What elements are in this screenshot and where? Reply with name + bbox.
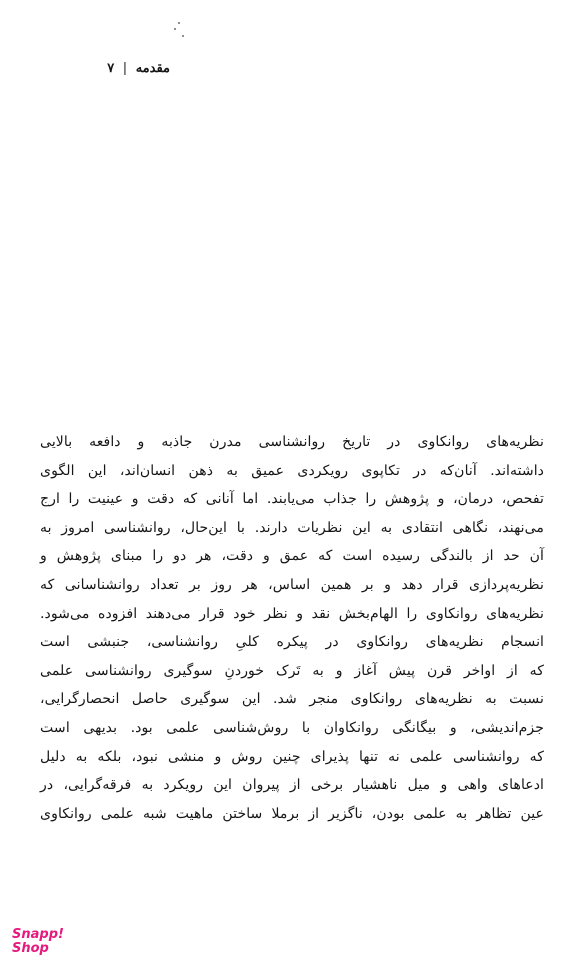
- text-line: می‌نهند، نگاهی انتقادی به این نظریات دارند. با این‌حال، روانشناسی امروز به: [40, 519, 544, 536]
- text-line: تفحص، درمان، و پژوهش را جذاب می‌یابند. اما آنانی که دقت و عینیت را ارج: [40, 491, 544, 508]
- logo-line-2: Shop: [12, 941, 49, 956]
- text-line: نسبت به نظریه‌های روانکاوی منجر شد. این سوگیری حاصل انحصارگرایی،: [40, 691, 544, 708]
- chapter-title: مقدمه: [135, 61, 170, 76]
- scan-speck: [178, 22, 180, 24]
- logo-line-1: Snapp!: [12, 927, 64, 942]
- running-header: [60, 58, 170, 80]
- scan-speck: [174, 28, 176, 30]
- text-line: ادعاهای واهی و میل ناهشیار برخی از پیروان این رویکرد به فرقه‌گرایی، در: [40, 777, 544, 794]
- text-line: جزم‌اندیشی، و بیگانگی روانکاوان با روش‌شناسی علمی بود. بدیهی است: [40, 719, 544, 736]
- body-paragraph: [40, 428, 544, 828]
- text-line: داشته‌اند. آنان‌که در تکاپوی رویکردی عمیق به ذهن انسان‌اند، این الگوی: [40, 462, 544, 479]
- text-line: که روانشناسی علمی نه تنها پذیرای چنین روش و منشی نبود، بلکه به دلیل: [40, 748, 544, 765]
- text-line: انسجام نظریه‌های روانکاوی در پیکره کلیِ روانشناسی، جنبشی است: [40, 634, 544, 651]
- text-line: آن حد از بالندگی رسیده است که عمق و دقت، هر دو را مبنای پژوهش و: [40, 548, 544, 565]
- snapp-shop-logo: [12, 928, 72, 962]
- text-line: که از اواخر قرن پیش آغاز و به تَرک خوردنِ سوگیری روانشناسی علمی: [40, 662, 544, 679]
- header-separator: |: [122, 61, 128, 76]
- scan-speck: [182, 35, 184, 37]
- text-line: نظریه‌های روانکاوی را الهام‌بخش نقد و نظر خود قرار می‌دهند افزوده می‌شود.: [40, 605, 544, 622]
- text-line: نظریه‌های روانکاوی در تاریخ روانشناسی مدرن جاذبه و دافعه بالایی: [40, 434, 544, 450]
- text-line: نظریه‌پردازی قرار دهد و بر همین اساس، هر روز بر تعداد روانشناسانی که: [40, 576, 544, 593]
- page-number: ۷: [107, 61, 115, 76]
- text-line: عین تظاهر به علمی بودن، ناگزیر از برملا ساختن ماهیت شبه علمی روانکاوی: [40, 805, 544, 822]
